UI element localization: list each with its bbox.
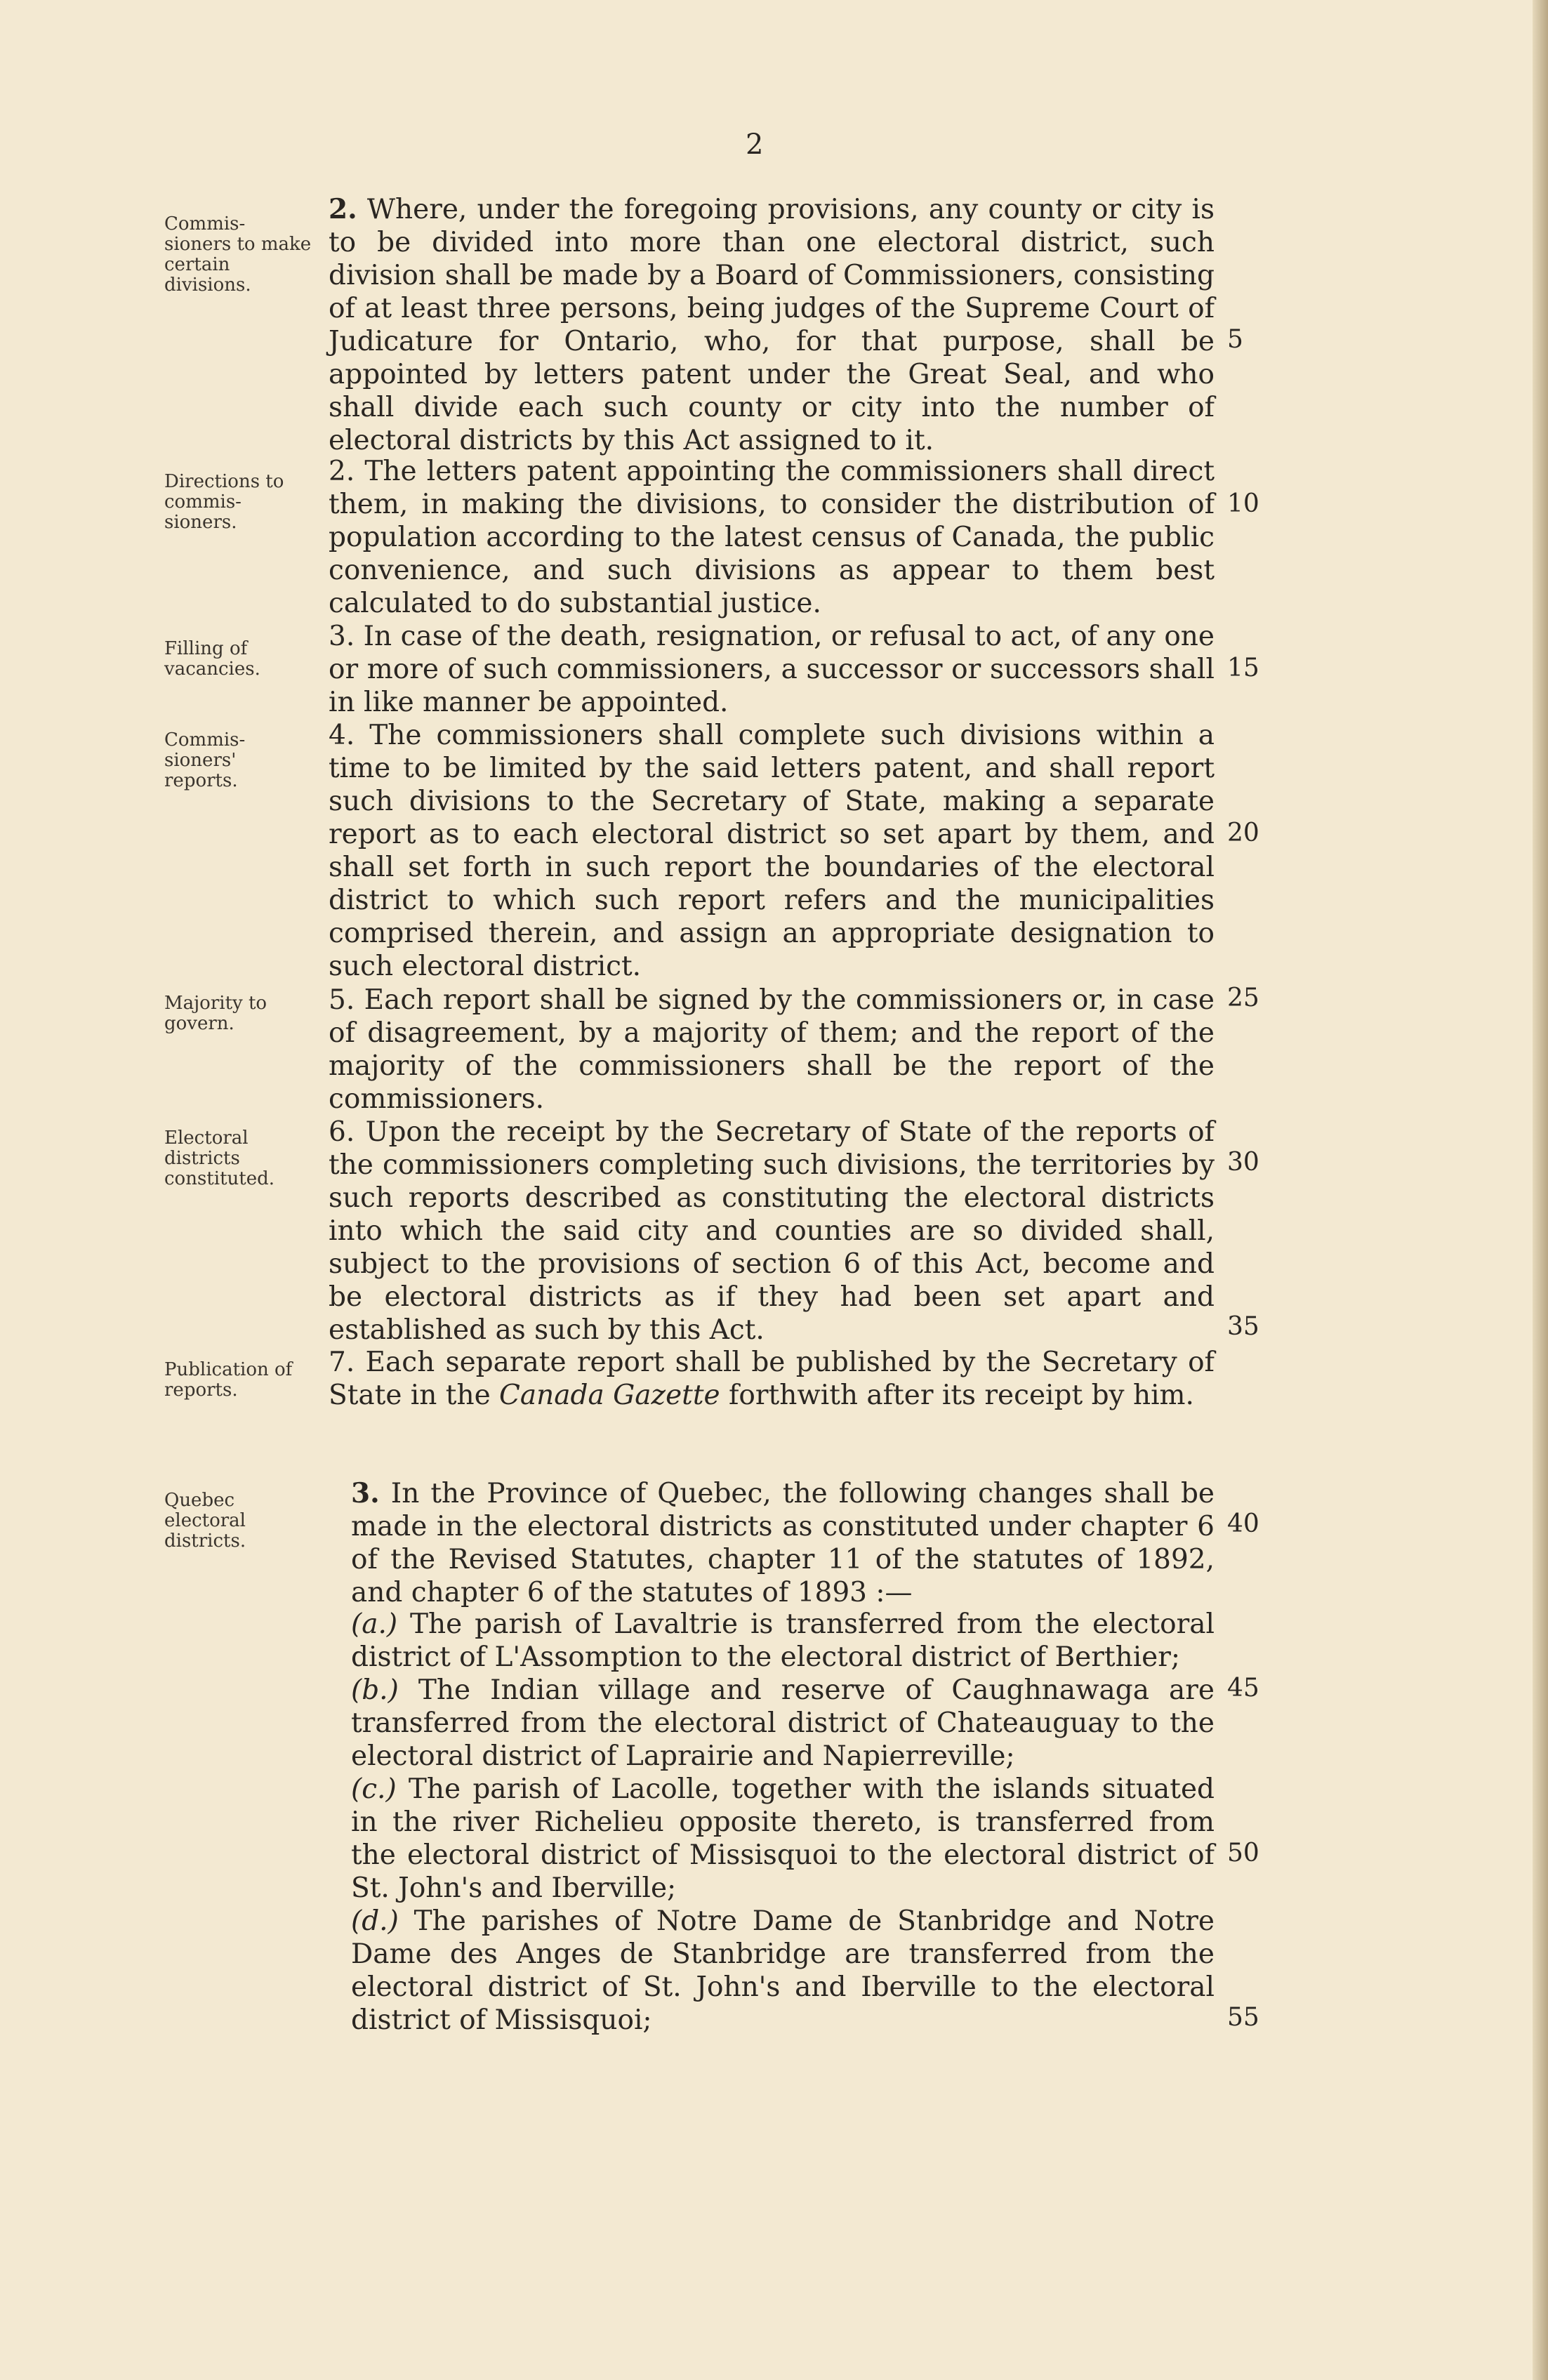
margin-note-vacancies: Filling of vacancies. — [164, 638, 260, 680]
margin-note-quebec: Quebec electoral districts. — [164, 1490, 246, 1552]
subsection-2-5: 5. Each report shall be signed by the commissioners or, in case of disagreement, by a majority of them; and the report of the majority of the commissioners shall be the report of the commissioners. — [329, 984, 1215, 1115]
clause-c — [351, 1773, 1215, 1905]
clause-d — [351, 1905, 1215, 2037]
line-number-55: 55 — [1227, 2003, 1259, 2032]
line-number-40: 40 — [1227, 1509, 1259, 1538]
subsection-2-7-tail: forthwith after its receipt by him. — [720, 1380, 1194, 1411]
margin-note-publication: Publication of reports. — [164, 1359, 293, 1401]
line-number-35: 35 — [1227, 1312, 1259, 1341]
subsection-2-3: 3. In case of the death, resignation, or refusal to act, of any one or more of such commissioners, a successor or successors shall in like manner be appointed. — [329, 621, 1215, 718]
line-number-15: 15 — [1227, 654, 1259, 682]
clause-d-text: The parishes of Notre Dame de Stanbridge and Notre Dame des Anges de Stanbridge are transferred from the electoral district of St. John's and Iberville to the electoral district of Missisquoi; — [351, 1905, 1215, 2036]
clause-b-text: The Indian village and reserve of Caughnawaga are transferred from the electoral district of Chateauguay to the electoral district of Laprairie and Napierreville; — [351, 1674, 1215, 1772]
clause-c-text: The parish of Lacolle, together with the islands situated in the river Richelieu opposite thereto, is transferred from the electoral district of Missisquoi to the electoral district of St. John's and Iberville; — [351, 1773, 1215, 1904]
line-number-5: 5 — [1227, 325, 1243, 354]
subsection-2-7-lead: 7. Each separate report shall be published by the Secretary of State in the — [329, 1347, 1215, 1411]
margin-note-directions: Directions to commis-sioners. — [164, 471, 284, 533]
page-number: 2 — [746, 128, 764, 161]
subsection-2-7 — [329, 1346, 1215, 1412]
clause-a-label: (a.) — [351, 1608, 398, 1640]
section-2-paragraph — [329, 193, 1215, 457]
clause-b-label: (b.) — [351, 1674, 399, 1706]
line-number-20: 20 — [1227, 819, 1259, 847]
gazette-title: Canada Gazette — [499, 1380, 720, 1411]
clause-a — [351, 1608, 1215, 1674]
section-2-text: Where, under the foregoing provisions, any county or city is to be divided into more than one electoral district, such division shall be made by a Board of Commissioners, consisting of at least three persons, being judges of the Supreme Court of Judicature for Ontario, who, for that purpose, shall be appointed by letters patent under the Great Seal, and who shall divide each such county or city into the number of electoral districts by this Act assigned to it. — [329, 194, 1215, 456]
margin-note-commissioners: Commis-sioners to make certain divisions. — [164, 213, 312, 296]
subsection-2-2: 2. The letters patent appointing the commissioners shall direct them, in making the divisions, to consider the distribution of population according to the latest census of Canada, the public convenience, and such divisions as appear to them best calculated to do substantial justice. — [329, 456, 1215, 619]
page-edge — [1533, 0, 1548, 2380]
margin-note-majority: Majority to govern. — [164, 993, 267, 1034]
clause-b — [351, 1674, 1215, 1773]
margin-note-electoral-districts: Electoral districts constituted. — [164, 1128, 275, 1189]
line-number-10: 10 — [1227, 489, 1259, 518]
line-number-50: 50 — [1227, 1839, 1259, 1867]
section-2-number: 2. — [329, 193, 357, 225]
line-number-30: 30 — [1227, 1148, 1259, 1177]
section-3-paragraph — [351, 1477, 1215, 1609]
line-number-45: 45 — [1227, 1674, 1259, 1703]
clause-a-text: The parish of Lavaltrie is transferred from the electoral district of L'Assomption to the electoral district of Berthier; — [351, 1608, 1215, 1673]
subsection-2-6: 6. Upon the receipt by the Secretary of State of the reports of the commissioners completing such divisions, the territories by such reports described as constituting the electoral districts into which the said city and counties are so divided shall, subject to the provisions of section 6 of this Act, become and be electoral districts as if they had been set apart and established as such by this Act. — [329, 1116, 1215, 1346]
margin-note-reports: Commis-sioners' reports. — [164, 729, 246, 791]
line-number-25: 25 — [1227, 984, 1259, 1012]
clause-d-label: (d.) — [351, 1905, 399, 1937]
subsection-2-4: 4. The commissioners shall complete such divisions within a time to be limited by the said letters patent, and shall report such divisions to the Secretary of State, making a separate report as to each electoral district so set apart by them, and shall set forth in such report the boundaries of the electoral district to which such report refers and the municipalities comprised therein, and assign an appropriate designation to such electoral district. — [329, 720, 1215, 982]
section-3-text: In the Province of Quebec, the following changes shall be made in the electoral districts as constituted under chapter 6 of the Revised Statutes, chapter 11 of the statutes of 1892, and chapter 6 of the statutes of 1893 :— — [351, 1478, 1215, 1608]
clause-c-label: (c.) — [351, 1773, 397, 1805]
section-3-number: 3. — [351, 1477, 380, 1509]
